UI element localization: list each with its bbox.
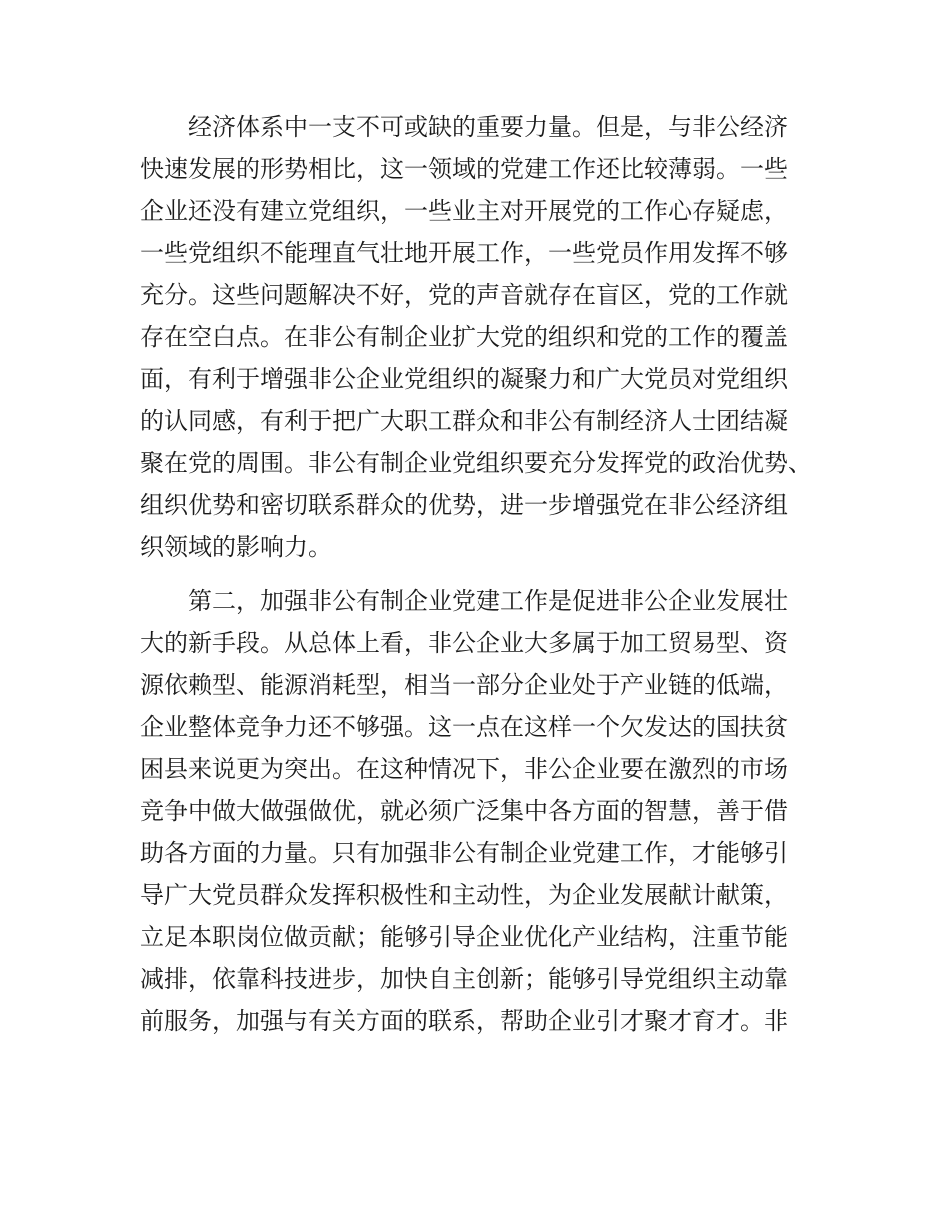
text-line: 立足本职岗位做贡献；能够引导企业优化产业结构，注重节能 xyxy=(140,923,788,951)
text-line: 充分。这些问题解决不好，党的声音就存在盲区，党的工作就 xyxy=(140,281,788,309)
text-line: 面，有利于增强非公企业党组织的凝聚力和广大党员对党组织 xyxy=(140,365,788,393)
paragraph-1 xyxy=(140,106,830,568)
text-line: 的认同感，有利于把广大职工群众和非公有制经济人士团结凝 xyxy=(140,407,788,435)
text-line: 聚在党的周围。非公有制企业党组织要充分发挥党的政治优势、 xyxy=(140,449,812,477)
text-line: 经济体系中一支不可或缺的重要力量。但是，与非公经济 xyxy=(188,113,788,141)
text-line: 源依赖型、能源消耗型，相当一部分企业处于产业链的低端， xyxy=(140,671,788,699)
text-line: 导广大党员群众发挥积极性和主动性，为企业发展献计献策， xyxy=(140,881,788,909)
paragraph-2 xyxy=(140,580,830,1042)
text-line: 织领域的影响力。 xyxy=(140,533,332,561)
text-line: 企业还没有建立党组织，一些业主对开展党的工作心存疑虑， xyxy=(140,197,788,225)
text-line: 大的新手段。从总体上看，非公企业大多属于加工贸易型、资 xyxy=(140,629,788,657)
text-line: 减排，依靠科技进步，加快自主创新；能够引导党组织主动靠 xyxy=(140,965,788,993)
text-line: 助各方面的力量。只有加强非公有制企业党建工作，才能够引 xyxy=(140,839,788,867)
text-line: 组织优势和密切联系群众的优势，进一步增强党在非公经济组 xyxy=(140,491,788,519)
text-line: 前服务，加强与有关方面的联系，帮助企业引才聚才育才。非 xyxy=(140,1007,788,1035)
document-body xyxy=(140,106,830,1042)
text-line: 竞争中做大做强做优，就必须广泛集中各方面的智慧，善于借 xyxy=(140,797,788,825)
text-line: 快速发展的形势相比，这一领域的党建工作还比较薄弱。一些 xyxy=(140,155,788,183)
text-line: 第二，加强非公有制企业党建工作是促进非公企业发展壮 xyxy=(188,587,788,615)
text-line: 一些党组织不能理直气壮地开展工作，一些党员作用发挥不够 xyxy=(140,239,788,267)
text-line: 困县来说更为突出。在这种情况下，非公企业要在激烈的市场 xyxy=(140,755,788,783)
text-line: 企业整体竞争力还不够强。这一点在这样一个欠发达的国扶贫 xyxy=(140,713,788,741)
text-line: 存在空白点。在非公有制企业扩大党的组织和党的工作的覆盖 xyxy=(140,323,788,351)
